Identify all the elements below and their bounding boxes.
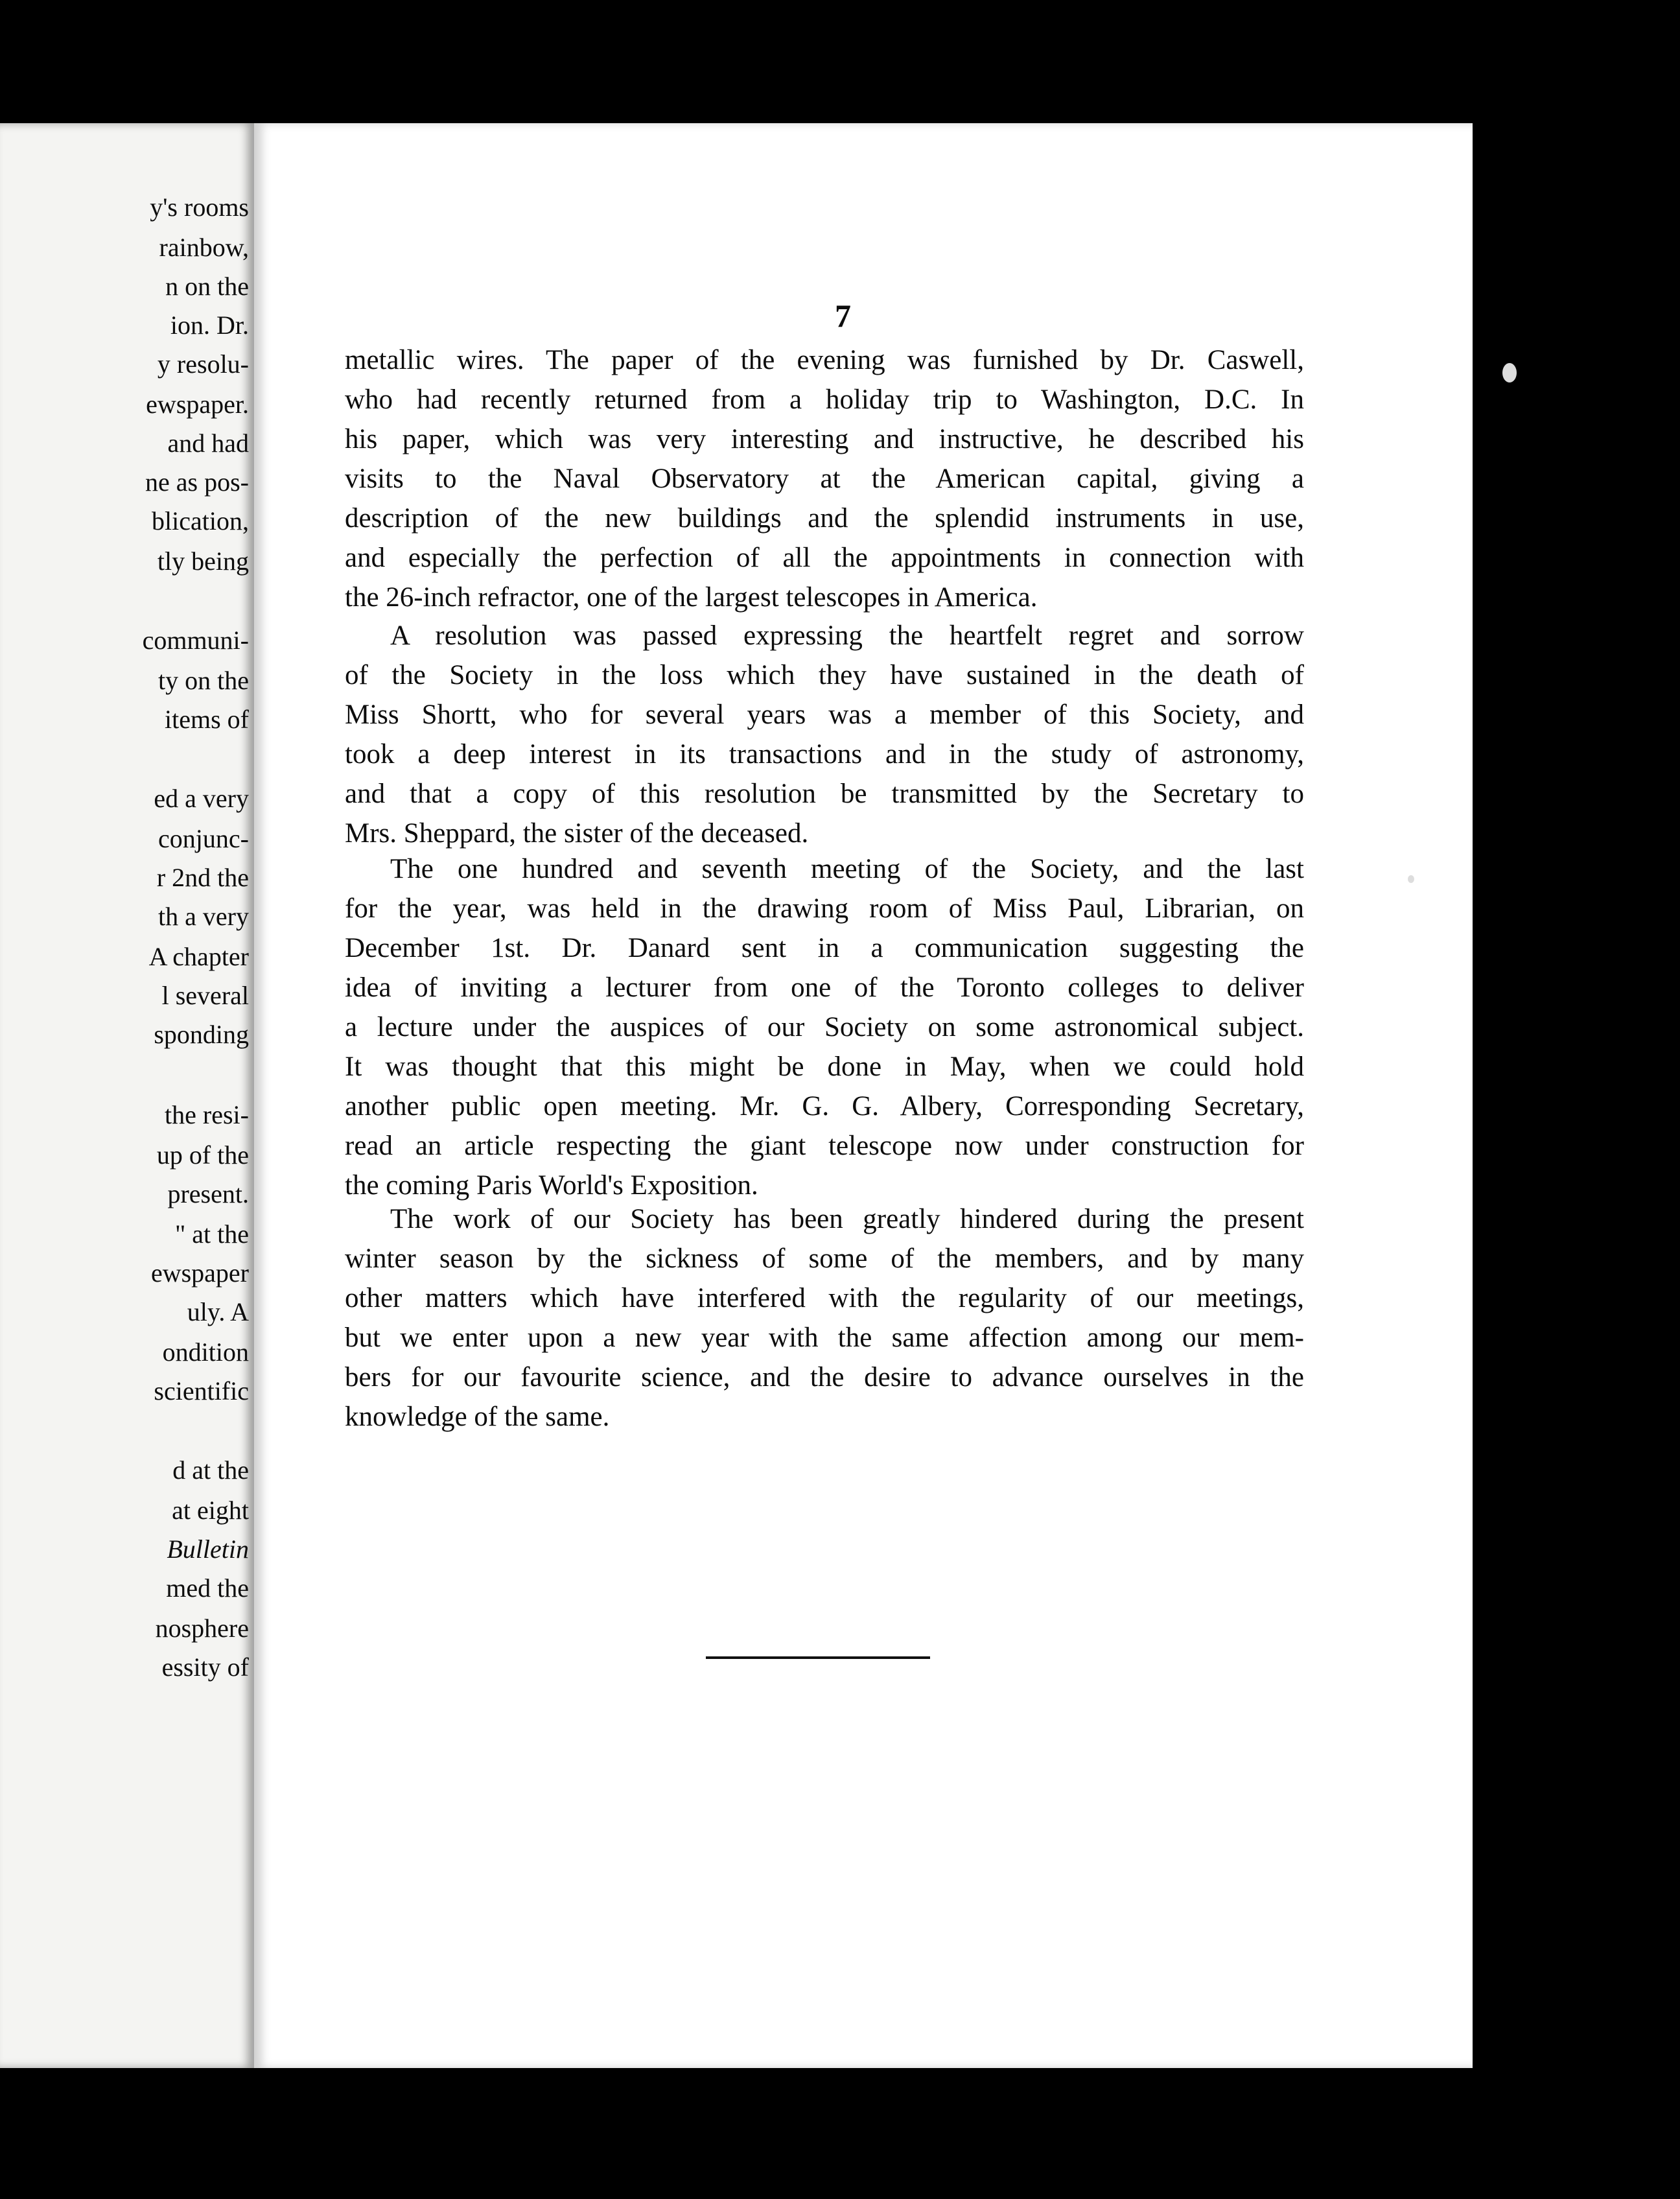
previous-page-line: communi- — [142, 626, 249, 655]
previous-page-line: uly. A — [187, 1297, 249, 1326]
previous-page-line: present. — [167, 1179, 249, 1208]
previous-page-line: y resolu- — [157, 349, 249, 379]
previous-page-line: ewspaper — [150, 1258, 249, 1288]
previous-page-line: " at the — [174, 1219, 249, 1249]
previous-page-line: the resi- — [165, 1100, 249, 1129]
text-line: who had recently returned from a holiday trip to Washington, D.C. In — [345, 384, 1304, 415]
text-line: the 26-inch refractor, one of the largest telescopes in America. — [345, 582, 1038, 613]
text-line: The work of our Society has been greatly hindered during the present — [390, 1204, 1304, 1234]
previous-page-line: nosphere — [155, 1614, 249, 1643]
text-line: but we enter upon a new year with the same affection among our mem- — [345, 1323, 1304, 1353]
previous-page-line: th a very — [158, 902, 249, 931]
previous-page-line: sponding — [154, 1020, 249, 1049]
previous-page-line: d at the — [172, 1455, 249, 1485]
text-line: description of the new buildings and the splendid instruments in use, — [345, 503, 1304, 534]
text-line: for the year, was held in the drawing room of Miss Paul, Librarian, on — [345, 893, 1304, 924]
text-line: read an article respecting the giant telescope now under construction for — [345, 1131, 1304, 1161]
scan-speck — [1502, 363, 1517, 382]
previous-page-line: blication, — [152, 506, 249, 535]
previous-page-line: Bulletin — [167, 1535, 249, 1564]
previous-page-line: at eight — [172, 1496, 249, 1525]
previous-page-line: ondition — [162, 1337, 249, 1367]
text-line: idea of inviting a lecturer from one of the Toronto colleges to deliver — [345, 972, 1304, 1003]
paragraph — [345, 340, 1304, 617]
text-line: and especially the perfection of all the appointments in connection with — [345, 543, 1304, 573]
previous-page-line: up of the — [156, 1140, 249, 1170]
text-line: metallic wires. The paper of the evening was furnished by Dr. Caswell, — [345, 345, 1304, 375]
previous-page-line: and had — [167, 429, 249, 458]
text-line: Mrs. Sheppard, the sister of the deceased. — [345, 818, 809, 849]
text-line: winter season by the sickness of some of the members, and by many — [345, 1243, 1304, 1274]
previous-page-line: y's rooms — [150, 193, 249, 222]
previous-page-line: ed a very — [154, 784, 249, 813]
previous-page-line: tly being — [157, 547, 249, 576]
previous-page-line: conjunc- — [158, 824, 249, 853]
text-line: the coming Paris World's Exposition. — [345, 1170, 758, 1201]
text-line: Miss Shortt, who for several years was a member of this Society, and — [345, 700, 1304, 730]
previous-page-line: ion. Dr. — [170, 311, 249, 340]
text-line: of the Society in the loss which they have sustained in the death of — [345, 660, 1304, 690]
previous-page-fragment — [0, 123, 254, 2068]
previous-page-line: items of — [165, 705, 249, 734]
previous-page-line: ty on the — [158, 666, 249, 695]
previous-page-line: med the — [166, 1573, 249, 1603]
previous-page-text — [0, 123, 254, 2068]
previous-page-line: ne as pos- — [145, 467, 249, 497]
previous-page-line: scientific — [154, 1376, 249, 1405]
text-line: took a deep interest in its transactions and in the study of astronomy, — [345, 739, 1304, 770]
previous-page-line: essity of — [161, 1652, 249, 1682]
text-line: his paper, which was very interesting and instructive, he described his — [345, 424, 1304, 454]
text-line: A resolution was passed expressing the heartfelt regret and sorrow — [390, 620, 1304, 651]
scan-speck — [1408, 875, 1414, 883]
paragraph — [345, 849, 1304, 1205]
previous-page-line: l several — [161, 981, 249, 1010]
text-line: December 1st. Dr. Danard sent in a communication suggesting the — [345, 933, 1304, 963]
previous-page-line: A chapter — [148, 942, 249, 971]
previous-page-line: n on the — [165, 272, 249, 301]
document-page — [254, 123, 1473, 2068]
text-line: another public open meeting. Mr. G. G. Albery, Corresponding Secretary, — [345, 1091, 1304, 1122]
text-line: It was thought that this might be done in May, when we could hold — [345, 1052, 1304, 1082]
text-line: knowledge of the same. — [345, 1402, 610, 1432]
previous-page-line: ewspaper. — [146, 390, 249, 419]
previous-page-line: rainbow, — [159, 233, 249, 262]
text-line: visits to the Naval Observatory at the American capital, giving a — [345, 464, 1304, 494]
text-line: other matters which have interfered with the regularity of our meetings, — [345, 1283, 1304, 1313]
text-line: a lecture under the auspices of our Society on some astronomical subject. — [345, 1012, 1304, 1042]
paragraph — [345, 616, 1304, 853]
end-rule — [706, 1656, 930, 1659]
text-line: and that a copy of this resolution be transmitted by the Secretary to — [345, 779, 1304, 809]
text-line: bers for our favourite science, and the desire to advance ourselves in the — [345, 1362, 1304, 1393]
text-line: The one hundred and seventh meeting of the Society, and the last — [390, 854, 1304, 884]
previous-page-line: r 2nd the — [156, 863, 249, 892]
paragraph — [345, 1199, 1304, 1437]
page-number: 7 — [835, 298, 851, 334]
